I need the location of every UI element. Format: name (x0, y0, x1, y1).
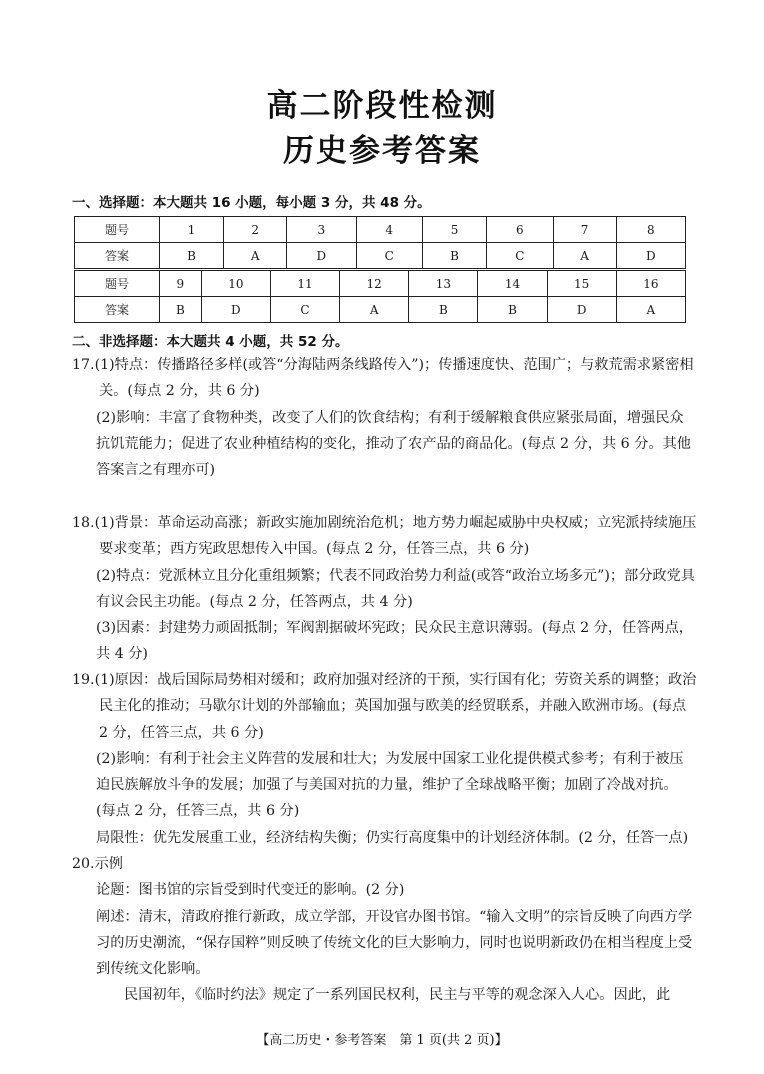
table-row (75, 217, 686, 243)
question-number: 19. (72, 672, 95, 688)
q18-part-3: (3)因素：封建势力顽固抵制；军阀割据破坏宪政；民众民主意识薄弱。(每点 2 分，任答两点，共 4 分) (96, 620, 693, 663)
q20-thesis: 论题：图书馆的宗旨受到时代变迁的影响。(2 分) (96, 882, 405, 899)
table-header-cell: 答案 (75, 243, 160, 269)
question-18 (72, 510, 697, 668)
answer-text: 示例 (94, 856, 123, 872)
question-number: 11 (270, 271, 339, 297)
title-line-2: 历史参考答案 (283, 133, 481, 169)
question-number: 18. (72, 515, 95, 531)
question-number: 1 (160, 217, 224, 243)
answer-cell: A (616, 297, 685, 323)
answer-cell: B (160, 297, 202, 323)
question-number: 12 (340, 271, 409, 297)
q20-elaboration: 阐述：清末，清政府推行新政，成立学部，开设官办图书馆。“输入文明”的宗旨反映了向西方学习的历史潮流，“保存国粹”则反映了传统文化的巨大影响力，同时也说明新政仍在相当程度上受到传统文化影响。 (96, 908, 693, 978)
answer-table-2 (74, 270, 686, 323)
answer-cell: C (487, 243, 553, 269)
question-20 (72, 851, 697, 1009)
question-number: 7 (553, 217, 616, 243)
question-number: 5 (422, 217, 486, 243)
answer-cell: B (409, 297, 478, 323)
q20-continuation: 民国初年，《临时约法》规定了一系列国民权利，民主与平等的观念深入人心。因此，此 (124, 987, 671, 1004)
answer-cell: B (478, 297, 547, 323)
answer-text: (1)背景：革命运动高涨；新政实施加剧统治危机；地方势力崛起威胁中央权威；立宪派持续施压要求变革；西方宪政思想传入中国。(每点 2 分，任答三点，共 6 分) (94, 515, 697, 558)
answer-cell: A (224, 243, 287, 269)
table-row (75, 271, 686, 297)
answer-cell: C (270, 297, 339, 323)
table-header-cell: 题号 (75, 217, 160, 243)
section-1-heading: 一、选择题：本大题共 16 小题，每小题 3 分，共 48 分。 (72, 195, 431, 211)
q18-part-2: (2)特点：党派林立且分化重组频繁；代表不同政治势力利益(或答“政治立场多元”)；部分政党具有议会民主功能。(每点 2 分，任答两点，共 4 分) (96, 567, 695, 610)
question-number: 3 (287, 217, 356, 243)
question-number: 17. (72, 357, 95, 373)
question-number: 2 (224, 217, 287, 243)
question-17 (72, 352, 697, 483)
q17-part-1 (72, 352, 697, 405)
answer-cell: D (547, 297, 616, 323)
question-number: 14 (478, 271, 547, 297)
question-number: 6 (487, 217, 553, 243)
answer-cell: C (356, 243, 422, 269)
answer-text: (1)原因：战后国际局势相对缓和；政府加强对经济的干预，实行国有化；劳资关系的调整；政治民主化的推动；马歇尔计划的外部输血；英国加强与欧美的经贸联系，并融入欧洲市场。(每点 2 分，任答三点，共 6 分) (94, 672, 697, 741)
section-2-heading: 二、非选择题：本大题共 4 小题，共 52 分。 (72, 334, 349, 350)
question-number: 15 (547, 271, 616, 297)
table-header-cell: 题号 (75, 271, 160, 297)
q18-part-1 (72, 510, 697, 563)
question-number: 9 (160, 271, 202, 297)
question-number: 8 (616, 217, 685, 243)
q17-part-2: (2)影响：丰富了食物种类，改变了人们的饮食结构；有利于缓解粮食供应紧张局面，增强民众抗饥荒能力；促进了农业种植结构的变化，推动了农产品的商品化。(每点 2 分，共 6 分。其他答案言之有理亦可) (96, 409, 691, 479)
answer-text: (1)特点：传播路径多样(或答“分海陆两条线路传入”)；传播速度快、范围广；与救荒需求紧密相关。(每点 2 分，共 6 分) (94, 357, 694, 400)
q19-part-2: (2)影响：有利于社会主义阵营的发展和壮大；为发展中国家工业化提供模式参考；有利于被压迫民族解放斗争的发展；加强了与美国对抗的力量，维护了全球战略平衡；加剧了冷战对抗。(每点 2 分，任答三点，共 6 分) (96, 750, 684, 820)
question-number: 10 (201, 271, 270, 297)
question-number: 13 (409, 271, 478, 297)
page-footer: 【高二历史・参考答案 第 1 页(共 2 页)】 (256, 1033, 508, 1048)
q19-part-3: 局限性：优先发展重工业，经济结构失衡；仍实行高度集中的计划经济体制。(2 分，任答一点) (96, 829, 689, 846)
answer-cell: B (160, 243, 224, 269)
answer-cell: D (287, 243, 356, 269)
table-header-cell: 答案 (75, 297, 160, 323)
title-line-1: 高二阶段性检测 (266, 88, 498, 124)
answer-cell: D (616, 243, 685, 269)
q20-header (72, 851, 697, 877)
question-number: 16 (616, 271, 685, 297)
question-number: 4 (356, 217, 422, 243)
answer-cell: A (553, 243, 616, 269)
answer-cell: D (201, 297, 270, 323)
answer-cell: A (340, 297, 409, 323)
answer-table-1 (74, 216, 686, 269)
question-number: 20. (72, 856, 95, 872)
table-row (75, 243, 686, 269)
q19-part-1 (72, 667, 697, 746)
table-row (75, 297, 686, 323)
question-19 (72, 667, 697, 851)
answer-cell: B (422, 243, 486, 269)
